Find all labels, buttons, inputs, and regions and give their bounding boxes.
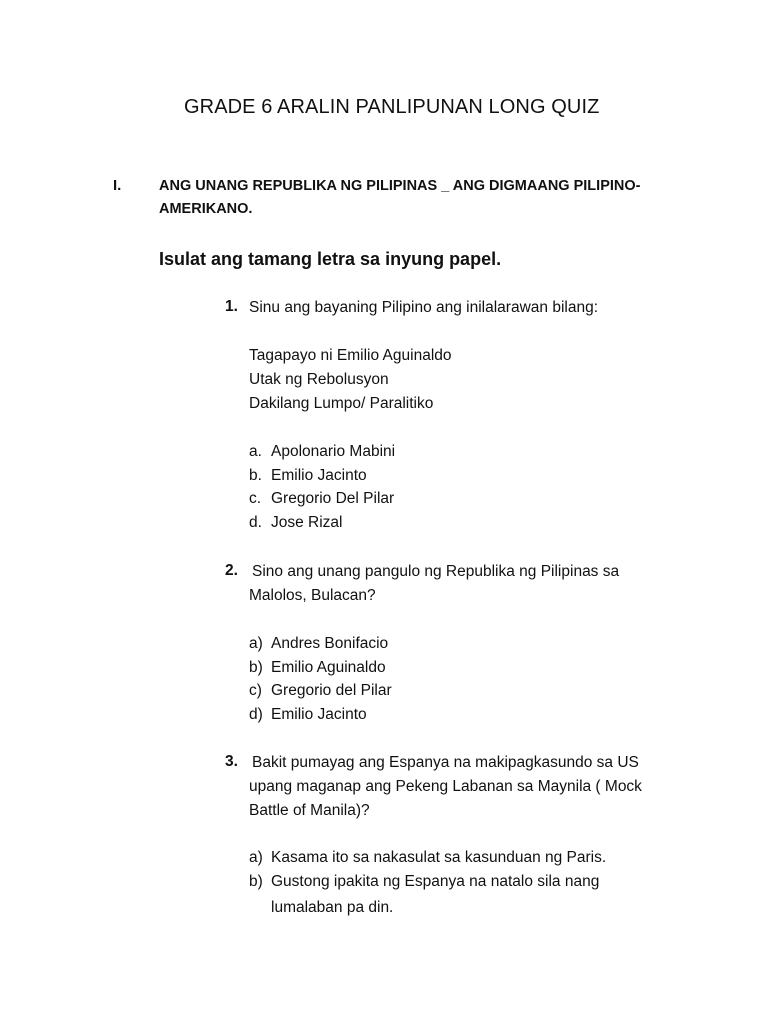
choice-marker: c. <box>249 490 262 507</box>
choice-marker: d. <box>249 514 262 531</box>
choice-text: Gustong ipakita ng Espanya na natalo sila nang <box>271 873 600 890</box>
choice-item <box>249 487 394 511</box>
choice-marker: a) <box>249 849 263 866</box>
clue-item: Utak ng Rebolusyon <box>249 371 389 388</box>
section-number: I. <box>113 177 122 194</box>
choice-item <box>249 703 367 727</box>
question-text: Sinu ang bayaning Pilipino ang inilalarawan bilang: <box>249 299 598 316</box>
page-title: GRADE 6 ARALIN PANLIPUNAN LONG QUIZ <box>184 96 600 118</box>
question-text: Battle of Manila)? <box>249 802 370 819</box>
choice-text: Gregorio Del Pilar <box>271 490 395 507</box>
choice-item <box>249 511 343 535</box>
question-text: Bakit pumayag ang Espanya na makipagkasundo sa US <box>252 754 639 771</box>
question-number: 2. <box>225 562 238 579</box>
choice-text: Apolonario Mabini <box>271 443 396 460</box>
choice-text-continued: lumalaban pa din. <box>271 899 394 916</box>
question-text: Sino ang unang pangulo ng Republika ng Pilipinas sa <box>252 563 620 580</box>
choice-item <box>249 870 599 894</box>
instruction: Isulat ang tamang letra sa inyung papel. <box>159 249 502 269</box>
choice-marker: a) <box>249 635 263 652</box>
section-heading-line1: ANG UNANG REPUBLIKA NG PILIPINAS _ ANG DIGMAANG PILIPINO- <box>159 178 641 194</box>
choice-text: Emilio Jacinto <box>271 467 367 484</box>
choice-marker: b) <box>249 659 263 676</box>
question-number: 3. <box>225 753 238 770</box>
choice-item <box>249 656 386 680</box>
choice-text: Emilio Aguinaldo <box>271 659 386 676</box>
choice-marker: a. <box>249 443 262 460</box>
question-text: upang maganap ang Pekeng Labanan sa Maynila ( Mock <box>249 778 642 795</box>
choice-item <box>249 464 367 488</box>
choice-marker: d) <box>249 706 263 723</box>
choice-text: Gregorio del Pilar <box>271 682 392 699</box>
choice-marker: b. <box>249 467 262 484</box>
choice-item <box>249 846 606 870</box>
choice-marker: c) <box>249 682 262 699</box>
choice-item <box>249 440 395 464</box>
choice-marker: b) <box>249 873 263 890</box>
section-heading-line2: AMERIKANO. <box>159 201 253 217</box>
choice-item <box>249 632 388 656</box>
choice-item <box>249 679 392 703</box>
question-text: Malolos, Bulacan? <box>249 587 376 604</box>
choice-text: Andres Bonifacio <box>271 635 389 652</box>
choice-text: Emilio Jacinto <box>271 706 367 723</box>
clue-item: Dakilang Lumpo/ Paralitiko <box>249 395 434 412</box>
question-number: 1. <box>225 298 238 315</box>
choice-text: Kasama ito sa nakasulat sa kasunduan ng Paris. <box>271 849 607 866</box>
choice-text: Jose Rizal <box>271 514 343 531</box>
clue-item: Tagapayo ni Emilio Aguinaldo <box>249 347 452 364</box>
